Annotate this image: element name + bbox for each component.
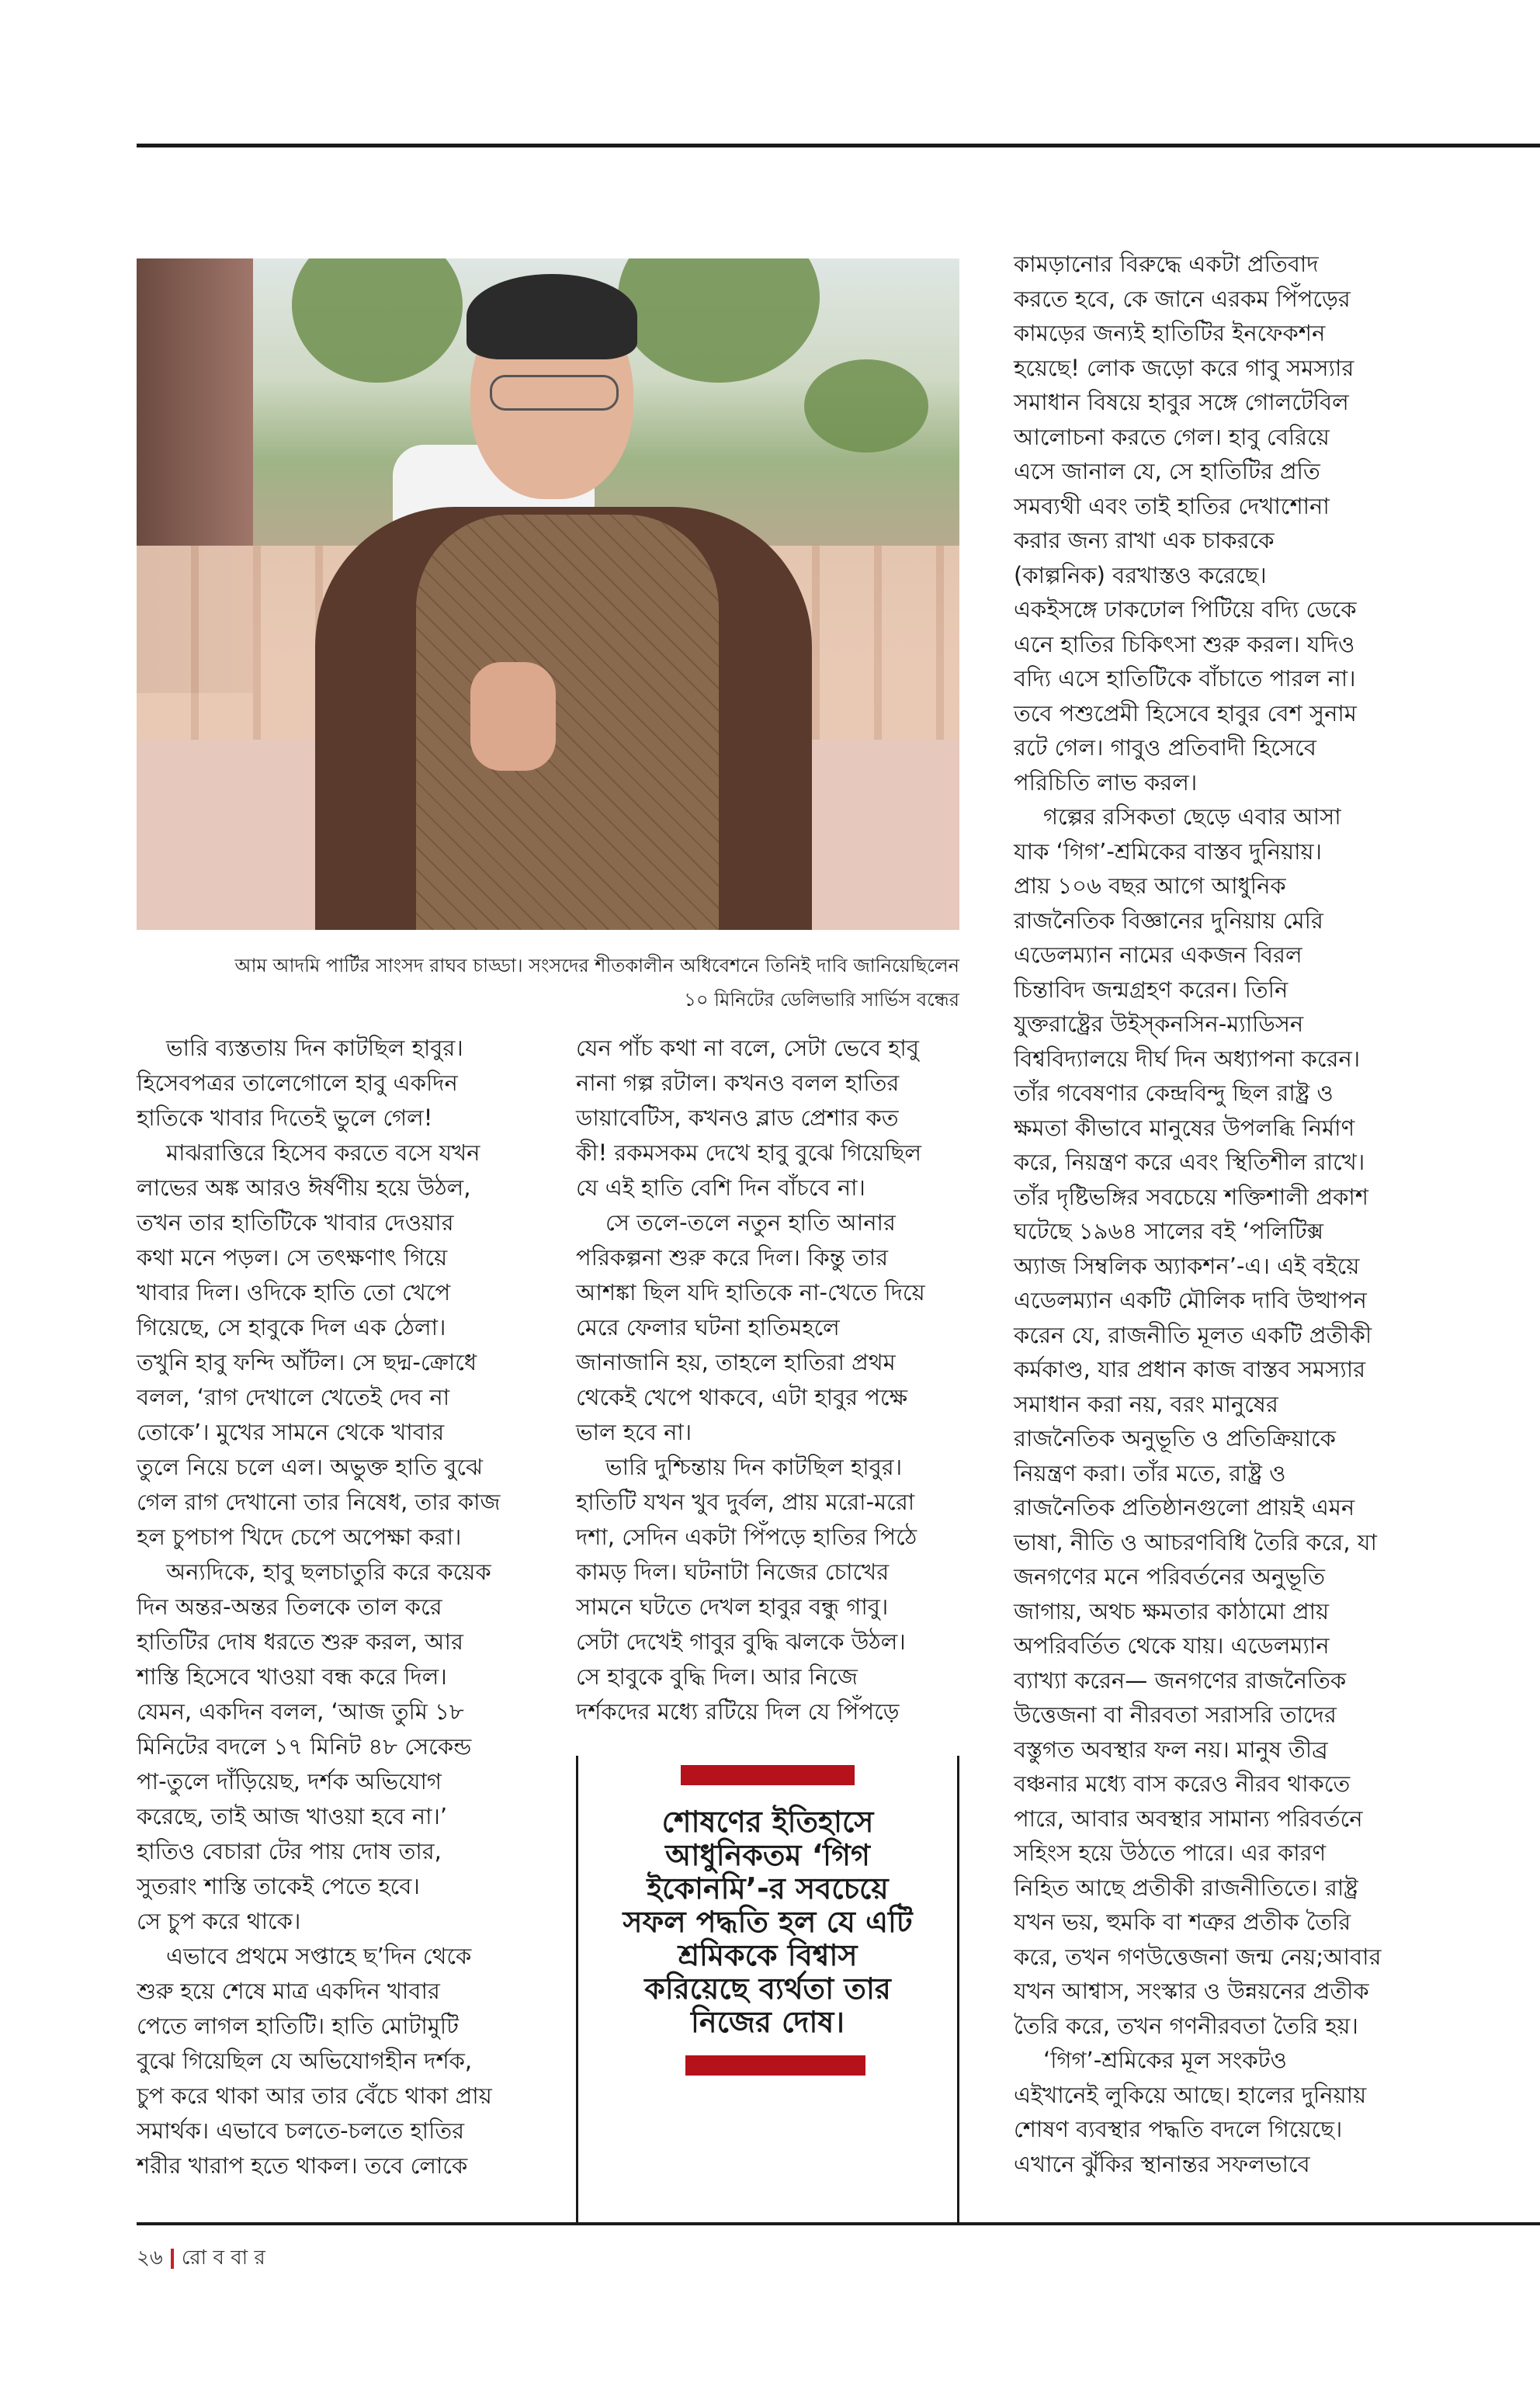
text-line [137,2009,525,2044]
text-line-content: কর্মকাণ্ড, যার প্রধান কাজ বাস্তব সমস্যার [1014,1356,1366,1382]
text-line [1014,2078,1413,2113]
text-line-content: পা-তুলে দাঁড়িয়েছ, দর্শক অভিযোগ [137,1768,442,1795]
text-line-content: ঘটেছে ১৯৬৪ সালের বই ‘পলিটিক্স [1014,1218,1323,1244]
text-line-content: হাতিটি যখন খুব দুর্বল, প্রায় মরো-মরো [576,1489,915,1515]
text-line [1014,2147,1413,2182]
text-line-content: উত্তেজনা বা নীরবতা সরাসরি তাদের [1014,1701,1337,1728]
bottom-rule [137,2222,1540,2225]
pull-quote-line: ইকোনমি’-র সবচেয়ে [647,1871,889,1906]
text-line-content: লাভের অঙ্ক আরও ঈর্ষণীয় হয়ে উঠল, [137,1174,471,1201]
text-line-content: করেছে, তাই আজ খাওয়া হবে না।’ [137,1803,448,1829]
text-line-content: হাতিকে খাবার দিতেই ভুলে গেল! [137,1105,433,1131]
pull-quote-bottom-bar [685,2055,865,2076]
text-line [137,1764,525,1799]
text-line-content: বদ্যি এসে হাতিটিকে বাঁচাতে পারল না। [1014,665,1356,692]
text-line-content: করে, তখন গণউত্তেজনা জন্ম নেয়;আবার [1014,1943,1382,1970]
text-line-content: মাঝরাত্তিরে হিসেব করতে বসে যখন [166,1139,480,1166]
text-line [1014,973,1413,1007]
text-line-content: তাঁর গবেষণার কেন্দ্রবিন্দু ছিল রাষ্ট্র ও [1014,1080,1334,1106]
text-line [137,1275,525,1310]
text-line-content: অ্যাজ সিম্বলিক অ্যাকশন’-এ। এই বইয়ে [1014,1252,1360,1279]
pull-quote-line: শ্রমিককে বিশ্বাস [678,1938,858,1972]
text-line-content: কামড়ানোর বিরুদ্ধে একটা প্রতিবাদ [1014,251,1319,277]
text-line-content: আশঙ্কা ছিল যদি হাতিকে না-খেতে দিয়ে [576,1279,925,1306]
text-line-content: সে চুপ করে থাকে। [137,1908,301,1934]
text-line-content: ‘গিগ’-শ্রমিকের মূল সংকটও [1043,2047,1287,2073]
text-line-content: ডায়াবেটিস, কখনও ব্লাড প্রেশার কত [576,1105,899,1131]
text-line [137,1974,525,2009]
thumbs-up-hand [470,662,556,771]
text-line-content: হাতিটির দোষ ধরতে শুরু করল, আর [137,1628,463,1655]
text-line [1014,1490,1413,1525]
text-line [1014,420,1413,455]
text-line [576,1345,959,1380]
paragraph [1014,799,1413,2043]
text-line-content: যখন আশ্বাস, সংস্কার ও উন্নয়নের প্রতীক [1014,1978,1369,2004]
text-line-content: পরিচিতি লাভ করল। [1014,768,1198,796]
text-line [1014,454,1413,489]
text-line-content: ভাল হবে না। [576,1419,692,1445]
text-line-content: করে, নিয়ন্ত্রণ করে এবং স্থিতিশীল রাখে। [1014,1149,1365,1175]
text-line [137,1555,525,1590]
text-line [1014,1145,1413,1180]
photo-tree [804,359,928,453]
text-line-content: করতে হবে, কে জানে এরকম পিঁপড়ের [1014,285,1351,312]
pull-quote-text [578,1805,957,2039]
text-line [1014,627,1413,662]
text-line [137,1694,525,1729]
pull-quote-line: সফল পদ্ধতি হল যে এটি [623,1905,913,1939]
text-line [1014,1802,1413,1836]
text-line-content: সে হাবুকে বুদ্ধি দিল। আর নিজে [576,1663,858,1690]
text-line [1014,2112,1413,2147]
text-line-content: শরীর খারাপ হতে থাকল। তবে লোকে [137,2152,468,2179]
text-line [137,1869,525,1904]
text-line-content: শোষণ ব্যবস্থার পদ্ধতি বদলে গিয়েছে। [1014,2116,1343,2142]
text-line [576,1450,959,1485]
text-line [1014,1871,1413,1906]
text-line-content: মেরে ফেলার ঘটনা হাতিমহলে [576,1314,840,1340]
text-line-content: যে এই হাতি বেশি দিন বাঁচবে না। [576,1174,865,1201]
caption-line [137,983,959,1017]
text-line [576,1205,959,1240]
text-line [576,1520,959,1555]
text-line [137,1904,525,1939]
text-line [137,1939,525,1974]
text-line [1014,1352,1413,1387]
text-line-content: সমাধান বিষয়ে হাবুর সঙ্গে গোলটেবিল [1014,389,1349,415]
text-line [1014,1594,1413,1629]
text-line [1014,1042,1413,1077]
text-line-content: পারে, আবার অবস্থার সামান্য পরিবর্তনে [1014,1805,1363,1832]
text-line [1014,1732,1413,1767]
middle-column [576,1031,959,1729]
caption-text: ১০ মিনিটের ডেলিভারি সার্ভিস বন্ধের [684,989,959,1011]
text-line [1014,1214,1413,1249]
text-line [1014,2043,1413,2078]
text-line-content: প্রায় ১০৬ বছর আগে আধুনিক [1014,872,1286,899]
paragraph [137,1939,525,2183]
publication-name: রো ব বা র [181,2246,265,2270]
text-line [576,1031,959,1066]
text-line-content: করার জন্য রাখা এক চাকরকে [1014,527,1275,553]
text-line-content: গেল রাগ দেখানো তার নিষেধ, তার কাজ [137,1489,501,1515]
pull-quote-line: আধুনিকতম ‘গিগ [665,1838,870,1872]
text-line [576,1310,959,1345]
pull-quote-line: করিয়েছে ব্যর্থতা তার [644,1972,891,2006]
text-line [1014,661,1413,696]
text-line [137,1136,525,1170]
text-line [137,1625,525,1659]
text-line-content: থেকেই খেপে থাকবে, এটা হাবুর পক্ষে [576,1384,908,1410]
text-line [1014,938,1413,973]
photo-caption [137,949,959,1017]
text-line-content: যুক্তরাষ্ট্রের উইস্‌কনসিন-ম্যাডিসন [1014,1011,1304,1037]
text-line [576,1694,959,1729]
text-line-content: সমাধান করা নয়, বরং মানুষের [1014,1390,1278,1417]
text-line-content: সমার্থক। এভাবে চলতে-চলতে হাতির [137,2117,465,2144]
text-line [1014,799,1413,834]
paragraph [576,1450,959,1729]
text-line-content: কামড় দিল। ঘটনাটা নিজের চোখের [576,1559,890,1585]
text-line-content: সুতরাং শাস্তি তাকেই পেতে হবে। [137,1873,420,1899]
text-line [1014,1111,1413,1146]
paragraph [1014,2043,1413,2181]
paragraph [1014,247,1413,799]
caption-text: আম আদমি পার্টির সাংসদ রাঘব চাড্ডা। সংসদের শীতকালীন অধিবেশনে তিনিই দাবি জানিয়েছিলেন [234,955,959,976]
text-line-content: রাজনৈতিক অনুভূতি ও প্রতিক্রিয়াকে [1014,1425,1336,1451]
text-line-content: তখুনি হাবু ফন্দি আঁটল। সে ছদ্ম-ক্রোধে [137,1349,477,1375]
text-line-content: এনে হাতির চিকিৎসা শুরু করল। যদিও [1014,630,1355,657]
text-line [1014,1007,1413,1042]
text-line [1014,1387,1413,1422]
text-line [137,1485,525,1520]
text-line [576,1380,959,1415]
pull-quote-line: শোষণের ইতিহাসে [661,1805,874,1839]
text-line [1014,1663,1413,1698]
text-line [137,1799,525,1834]
paragraph [137,1136,525,1555]
text-line-content: এডেলম্যান একটি মৌলিক দাবি উত্থাপন [1014,1287,1367,1313]
text-line-content: ভারি ব্যস্ততায় দিন কাটছিল হাবুর। [166,1035,463,1061]
text-line-content: সামনে ঘটতে দেখল হাবুর বন্ধু গাবু। [576,1594,889,1620]
right-column [1014,247,1413,2181]
text-line [576,1275,959,1310]
text-line [137,1729,525,1764]
text-line [137,1450,525,1485]
text-line [1014,1628,1413,1663]
page-footer [137,2242,265,2276]
text-line-content: শাস্তি হিসেবে খাওয়া বন্ধ করে দিল। [137,1663,447,1690]
text-line-content: হিসেবপত্রর তালেগোলে হাবু একদিন [137,1070,458,1096]
text-line [576,1240,959,1275]
text-line-content: তাঁর দৃষ্টিভঙ্গির সবচেয়ে শক্তিশালী প্রকাশ [1014,1183,1368,1210]
text-line-content: যাক ‘গিগ’-শ্রমিকের বাস্তব দুনিয়ায়। [1014,838,1322,865]
text-line [1014,351,1413,386]
text-line-content: যেন পাঁচ কথা না বলে, সেটা ভেবে হাবু [576,1035,919,1061]
text-line [1014,1283,1413,1318]
paragraph [137,1031,525,1136]
top-rule [137,144,1540,147]
text-line [1014,592,1413,627]
text-line-content: তোকে’। মুখের সামনে থেকে খাবার [137,1419,445,1445]
text-line-content: নিহিত আছে প্রতীকী রাজনীতিতে। রাষ্ট্র [1014,1874,1358,1901]
article-photo [137,258,959,930]
text-line [576,1590,959,1625]
text-line [137,2044,525,2079]
text-line [1014,1249,1413,1284]
text-line-content: অপরিবর্তিত থেকে যায়। এডেলম্যান [1014,1632,1330,1659]
text-line-content: একইসঙ্গে ঢাকঢোল পিটিয়ে বদ্যি ডেকে [1014,596,1357,623]
text-line [137,1659,525,1694]
text-line-content: তখন তার হাতিটিকে খাবার দেওয়ার [137,1209,454,1236]
text-line [137,1031,525,1066]
pull-quote-line: নিজের দোষ। [691,2005,845,2039]
text-line [137,1170,525,1205]
paragraph [576,1205,959,1450]
pull-quote-top-bar [681,1765,855,1785]
text-line [1014,282,1413,317]
text-line [1014,489,1413,524]
text-line-content: চুপ করে থাকা আর তার বেঁচে থাকা প্রায় [137,2083,492,2109]
text-line-content: জানাজানি হয়, তাহলে হাতিরা প্রথম [576,1349,896,1375]
footer-separator [171,2249,174,2269]
text-line-content: গল্পের রসিকতা ছেড়ে এবার আসা [1043,803,1341,830]
text-line [137,1066,525,1101]
left-column [137,1031,525,2183]
text-line-content: সেটা দেখেই গাবুর বুদ্ধি ঝলকে উঠল। [576,1628,906,1655]
text-line [1014,834,1413,869]
text-line [137,2114,525,2148]
text-line-content: বস্তুগত অবস্থার ফল নয়। মানুষ তীব্র [1014,1736,1328,1763]
text-line-content: কামড়ের জন্যই হাতিটির ইনফেকশন [1014,320,1326,346]
text-line [137,1520,525,1555]
text-line [576,1625,959,1659]
text-line-content: খাবার দিল। ওদিকে হাতি তো খেপে [137,1279,451,1306]
page-number: ২৬ [137,2246,163,2270]
text-line-content: পরিকল্পনা শুরু করে দিল। কিন্তু তার [576,1244,889,1271]
text-line-content: পেতে লাগল হাতিটি। হাতি মোটামুটি [137,2013,459,2039]
text-line-content: শুরু হয়ে শেষে মাত্র একদিন খাবার [137,1978,440,2004]
text-line-content: জাগায়, অথচ ক্ষমতার কাঠামো প্রায় [1014,1597,1330,1625]
caption-line [137,949,959,983]
text-line-content: চিন্তাবিদ জন্মগ্রহণ করেন। তিনি [1014,976,1289,1003]
text-line [1014,1559,1413,1594]
text-line-content: বলল, ‘রাগ দেখালে খেতেই দেব না [137,1384,450,1410]
text-line-content: এখানে ঝুঁকির স্থানান্তর সফলভাবে [1014,2150,1310,2177]
text-line [137,1834,525,1869]
text-line-content: এভাবে প্রথমে সপ্তাহে ছ’দিন থেকে [166,1943,472,1969]
text-line-content: গিয়েছে, সে হাবুকে দিল এক ঠেলা। [137,1314,446,1340]
text-line [1014,1767,1413,1802]
text-line-content: দিন অন্তর-অন্তর তিলকে তাল করে [137,1594,442,1620]
text-line [1014,765,1413,800]
text-line-content: মিনিটের বদলে ১৭ মিনিট ৪৮ সেকেন্ড [137,1733,472,1760]
text-line [1014,696,1413,731]
text-line [137,2079,525,2114]
text-line-content: অন্যদিকে, হাবু ছলচাতুরি করে কয়েক [166,1559,491,1585]
text-line-content: ভারি দুশ্চিন্তায় দিন কাটছিল হাবুর। [605,1454,903,1480]
text-line [1014,1180,1413,1215]
text-line-content: হাতিও বেচারা টের পায় দোষ তার, [137,1838,442,1864]
text-line [1014,2009,1413,2044]
text-line [137,1240,525,1275]
photo-tree [618,258,820,383]
text-line [1014,1318,1413,1353]
text-line-content: সমব্যথী এবং তাই হাতির দেখাশোনা [1014,492,1330,519]
text-line-content: ভাষা, নীতি ও আচরণবিধি তৈরি করে, যা [1014,1528,1377,1555]
text-line-content: তবে পশুপ্রেমী হিসেবে হাবুর বেশ সুনাম [1014,699,1357,727]
text-line-content: দর্শকদের মধ্যে রটিয়ে দিল যে পিঁপড়ে [576,1698,900,1725]
text-line-content: বুঝে গিয়েছিল যে অভিযোগহীন দর্শক, [137,2048,473,2074]
text-line [137,1310,525,1345]
text-line-content: এইখানেই লুকিয়ে আছে। হালের দুনিয়ায় [1014,2081,1367,2108]
text-line [576,1101,959,1136]
text-line [137,1205,525,1240]
text-line-content: তুলে নিয়ে চলে এল। অভুক্ত হাতি বুঝে [137,1454,483,1480]
text-line [137,1101,525,1136]
text-line-content: রটে গেল। গাবুও প্রতিবাদী হিসেবে [1014,734,1316,761]
text-line-content: দশা, সেদিন একটা পিঁপড়ে হাতির পিঠে [576,1524,917,1550]
text-line [576,1066,959,1101]
text-line [1014,1836,1413,1871]
text-line [576,1136,959,1170]
text-line-content: রাজনৈতিক প্রতিষ্ঠানগুলো প্রায়ই এমন [1014,1494,1355,1521]
text-line-content: কী! রকমসকম দেখে হাবু বুঝে গিয়েছিল [576,1139,921,1166]
text-line [1014,1421,1413,1456]
text-line [1014,1456,1413,1491]
text-line [1014,1905,1413,1940]
text-line-content: জনগণের মনে পরিবর্তনের অনুভূতি [1014,1563,1325,1590]
pull-quote [576,1756,959,2222]
text-line-content: যখন ভয়, হুমকি বা শত্রুর প্রতীক তৈরি [1014,1909,1351,1935]
text-line [1014,869,1413,903]
text-line [1014,1076,1413,1111]
text-line [137,2148,525,2183]
text-line [137,1380,525,1415]
text-line [1014,316,1413,351]
text-line [1014,385,1413,420]
text-line [1014,1525,1413,1560]
paragraph [576,1031,959,1205]
text-line-content: এসে জানাল যে, সে হাতিটির প্রতি [1014,458,1320,484]
text-line [137,1345,525,1380]
text-line [576,1659,959,1694]
text-line [1014,523,1413,558]
text-line [1014,730,1413,765]
text-line [1014,1974,1413,2009]
text-line [576,1485,959,1520]
text-line [1014,1698,1413,1732]
photo-tree [292,258,463,383]
text-line-content: বিশ্ববিদ্যালয়ে দীর্ঘ দিন অধ্যাপনা করেন। [1014,1045,1361,1072]
photo-person-vest [416,515,719,930]
text-line-content: (কাল্পনিক) বরখাস্তও করেছে। [1014,561,1267,588]
photo-person-glasses [490,375,619,411]
text-line-content: সে তলে-তলে নতুন হাতি আনার [605,1209,896,1236]
paragraph [137,1555,525,1939]
text-line-content: করেন যে, রাজনীতি মূলত একটি প্রতীকী [1014,1321,1372,1348]
text-line [576,1415,959,1450]
text-line-content: হয়েছে! লোক জড়ো করে গাবু সমস্যার [1014,354,1354,381]
text-line-content: নানা গল্প রটাল। কখনও বলল হাতির [576,1070,900,1096]
text-line-content: আলোচনা করতে গেল। হাবু বেরিয়ে [1014,423,1330,450]
text-line [576,1555,959,1590]
text-line-content: নিয়ন্ত্রণ করা। তাঁর মতে, রাষ্ট্র ও [1014,1459,1286,1486]
text-line-content: সহিংস হয়ে উঠতে পারে। এর কারণ [1014,1840,1327,1866]
text-line-content: তৈরি করে, তখন গণনীরবতা তৈরি হয়। [1014,2012,1358,2039]
text-line [137,1590,525,1625]
photo-person-hair [467,274,637,359]
text-line [1014,558,1413,593]
text-line-content: যেমন, একদিন বলল, ‘আজ তুমি ১৮ [137,1698,464,1725]
text-line-content: বঞ্চনার মধ্যে বাস করেও নীরব থাকতে [1014,1770,1351,1797]
text-line-content: এডেলম্যান নামের একজন বিরল [1014,942,1302,968]
text-line-content: ব্যাখ্যা করেন— জনগণের রাজনৈতিক [1014,1666,1347,1694]
text-line [1014,247,1413,282]
text-line [1014,903,1413,938]
text-line [576,1170,959,1205]
text-line-content: কথা মনে পড়ল। সে তৎক্ষণাৎ গিয়ে [137,1244,448,1271]
text-line-content: ক্ষমতা কীভাবে মানুষের উপলব্ধি নির্মাণ [1014,1114,1355,1141]
text-line [1014,1940,1413,1975]
text-line [137,1415,525,1450]
text-line-content: রাজনৈতিক বিজ্ঞানের দুনিয়ায় মেরি [1014,907,1323,934]
text-line-content: হল চুপচাপ খিদে চেপে অপেক্ষা করা। [137,1524,462,1550]
